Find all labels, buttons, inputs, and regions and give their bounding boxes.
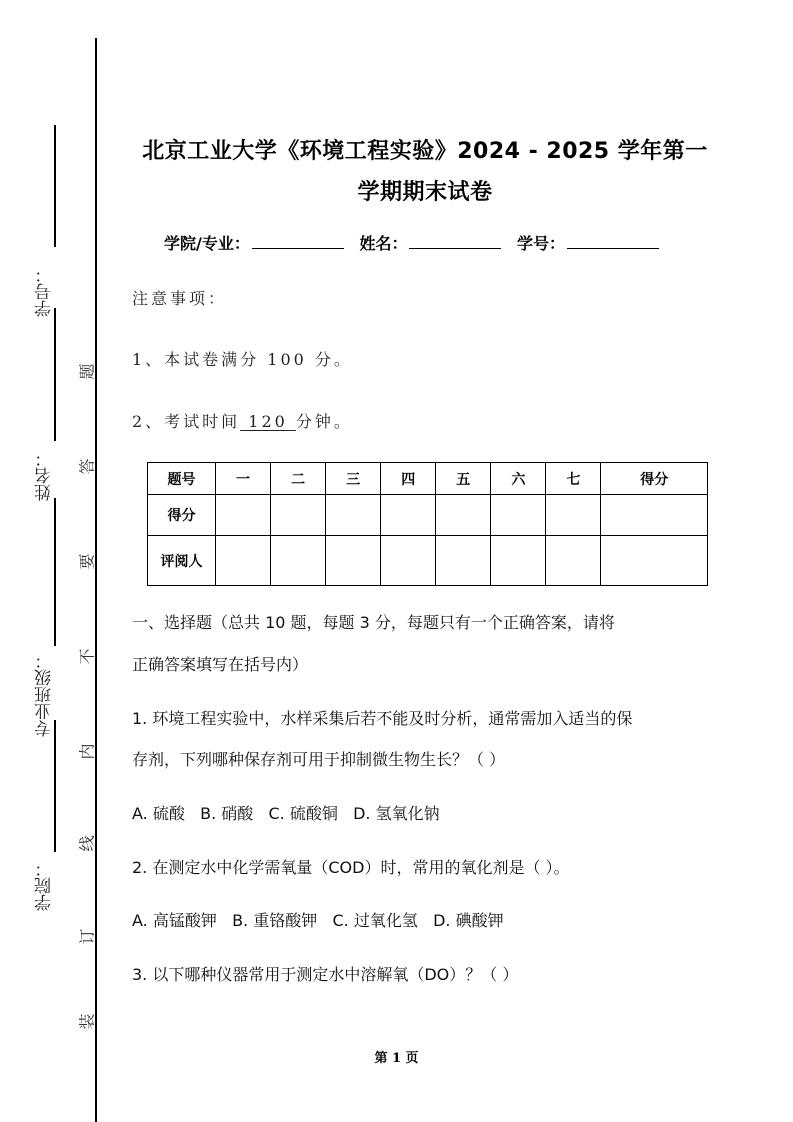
margin-student-id-label: 学号： bbox=[35, 266, 55, 318]
score-table-header-row bbox=[148, 463, 708, 495]
exam-duration-value: 120 bbox=[240, 412, 296, 431]
student-info-line bbox=[164, 231, 669, 254]
reviewer-cell[interactable] bbox=[271, 536, 326, 586]
score-row-label: 得分 bbox=[148, 495, 216, 536]
notes-heading: 注意事项： bbox=[132, 289, 228, 308]
score-cell[interactable] bbox=[381, 495, 436, 536]
name-label: 姓名： bbox=[359, 234, 408, 253]
reviewer-cell[interactable] bbox=[216, 536, 271, 586]
reviewer-row-label: 评阅人 bbox=[148, 536, 216, 586]
seal-char: 要 bbox=[77, 553, 97, 570]
score-cell[interactable] bbox=[271, 495, 326, 536]
reviewer-cell[interactable] bbox=[491, 536, 546, 586]
score-table-row bbox=[148, 495, 708, 536]
question-3-line1: 3. 以下哪种仪器常用于测定水中溶解氧（DO）？（ ） bbox=[132, 965, 519, 984]
note-item-2 bbox=[132, 409, 353, 432]
name-blank-line bbox=[54, 498, 56, 646]
score-cell[interactable] bbox=[601, 495, 708, 536]
section-1-intro-line1: 一、选择题（总共 10 题，每题 3 分，每题只有一个正确答案，请将 bbox=[132, 613, 615, 632]
seal-char: 订 bbox=[77, 928, 97, 945]
seal-char: 线 bbox=[77, 835, 97, 852]
score-table-row bbox=[148, 536, 708, 586]
reviewer-cell[interactable] bbox=[546, 536, 601, 586]
score-table-header-cell: 五 bbox=[436, 463, 491, 495]
student-id-blank-line-lower bbox=[54, 308, 56, 441]
score-table-header-cell: 六 bbox=[491, 463, 546, 495]
margin-name-label: 姓名： bbox=[35, 450, 55, 501]
seal-char: 答 bbox=[77, 458, 97, 475]
question-1-line1: 1. 环境工程实验中，水样采集后若不能及时分析，通常需加入适当的保 bbox=[132, 709, 633, 728]
student-id-field[interactable] bbox=[567, 234, 659, 249]
score-table-header-cell: 一 bbox=[216, 463, 271, 495]
score-cell[interactable] bbox=[326, 495, 381, 536]
student-id-label: 学号： bbox=[517, 234, 566, 253]
reviewer-cell[interactable] bbox=[601, 536, 708, 586]
score-cell[interactable] bbox=[491, 495, 546, 536]
score-cell[interactable] bbox=[216, 495, 271, 536]
score-table-header-cell: 四 bbox=[381, 463, 436, 495]
page-number: 第 1 页 bbox=[374, 1051, 419, 1066]
score-table-header-cell: 得分 bbox=[601, 463, 708, 495]
question-2-options: A. 高锰酸钾 B. 重铬酸钾 C. 过氧化氢 D. 碘酸钾 bbox=[132, 911, 504, 930]
reviewer-cell[interactable] bbox=[326, 536, 381, 586]
score-cell[interactable] bbox=[436, 495, 491, 536]
score-table bbox=[147, 462, 708, 586]
section-1-intro-line2: 正确答案填写在括号内） bbox=[132, 655, 309, 674]
reviewer-cell[interactable] bbox=[436, 536, 491, 586]
name-field[interactable] bbox=[409, 234, 501, 249]
exam-title-line2: 学期期末试卷 bbox=[357, 180, 493, 205]
margin-college-label: 学院： bbox=[35, 860, 55, 912]
seal-char: 装 bbox=[77, 1013, 97, 1030]
score-table-header-cell: 七 bbox=[546, 463, 601, 495]
question-1-line2: 存剂，下列哪种保存剂可用于抑制微生物生长？（ ） bbox=[132, 750, 506, 769]
note-item-2-suffix: 分钟。 bbox=[295, 412, 353, 431]
note-item-1: 1、本试卷满分 100 分。 bbox=[132, 350, 353, 369]
question-2-line1: 2. 在测定水中化学需氧量（COD）时，常用的氧化剂是（ ）。 bbox=[132, 858, 570, 877]
seal-char: 不 bbox=[77, 648, 97, 665]
question-1-options: A. 硫酸 B. 硝酸 C. 硫酸铜 D. 氢氧化钠 bbox=[132, 804, 440, 823]
score-cell[interactable] bbox=[546, 495, 601, 536]
binding-line bbox=[95, 38, 97, 1122]
margin-class-label: 专业班级： bbox=[35, 652, 55, 738]
college-major-label: 学院/专业： bbox=[164, 234, 250, 253]
college-major-field[interactable] bbox=[252, 234, 344, 249]
seal-char: 内 bbox=[77, 743, 97, 760]
seal-char: 题 bbox=[77, 363, 97, 380]
score-table-header-cell: 题号 bbox=[148, 463, 216, 495]
exam-title-line1: 北京工业大学《环境工程实验》2024 - 2025 学年第一 bbox=[142, 139, 708, 164]
reviewer-cell[interactable] bbox=[381, 536, 436, 586]
student-id-blank-line bbox=[54, 125, 56, 247]
score-table-header-cell: 二 bbox=[271, 463, 326, 495]
score-table-header-cell: 三 bbox=[326, 463, 381, 495]
note-item-2-prefix: 2、考试时间 bbox=[132, 412, 241, 431]
